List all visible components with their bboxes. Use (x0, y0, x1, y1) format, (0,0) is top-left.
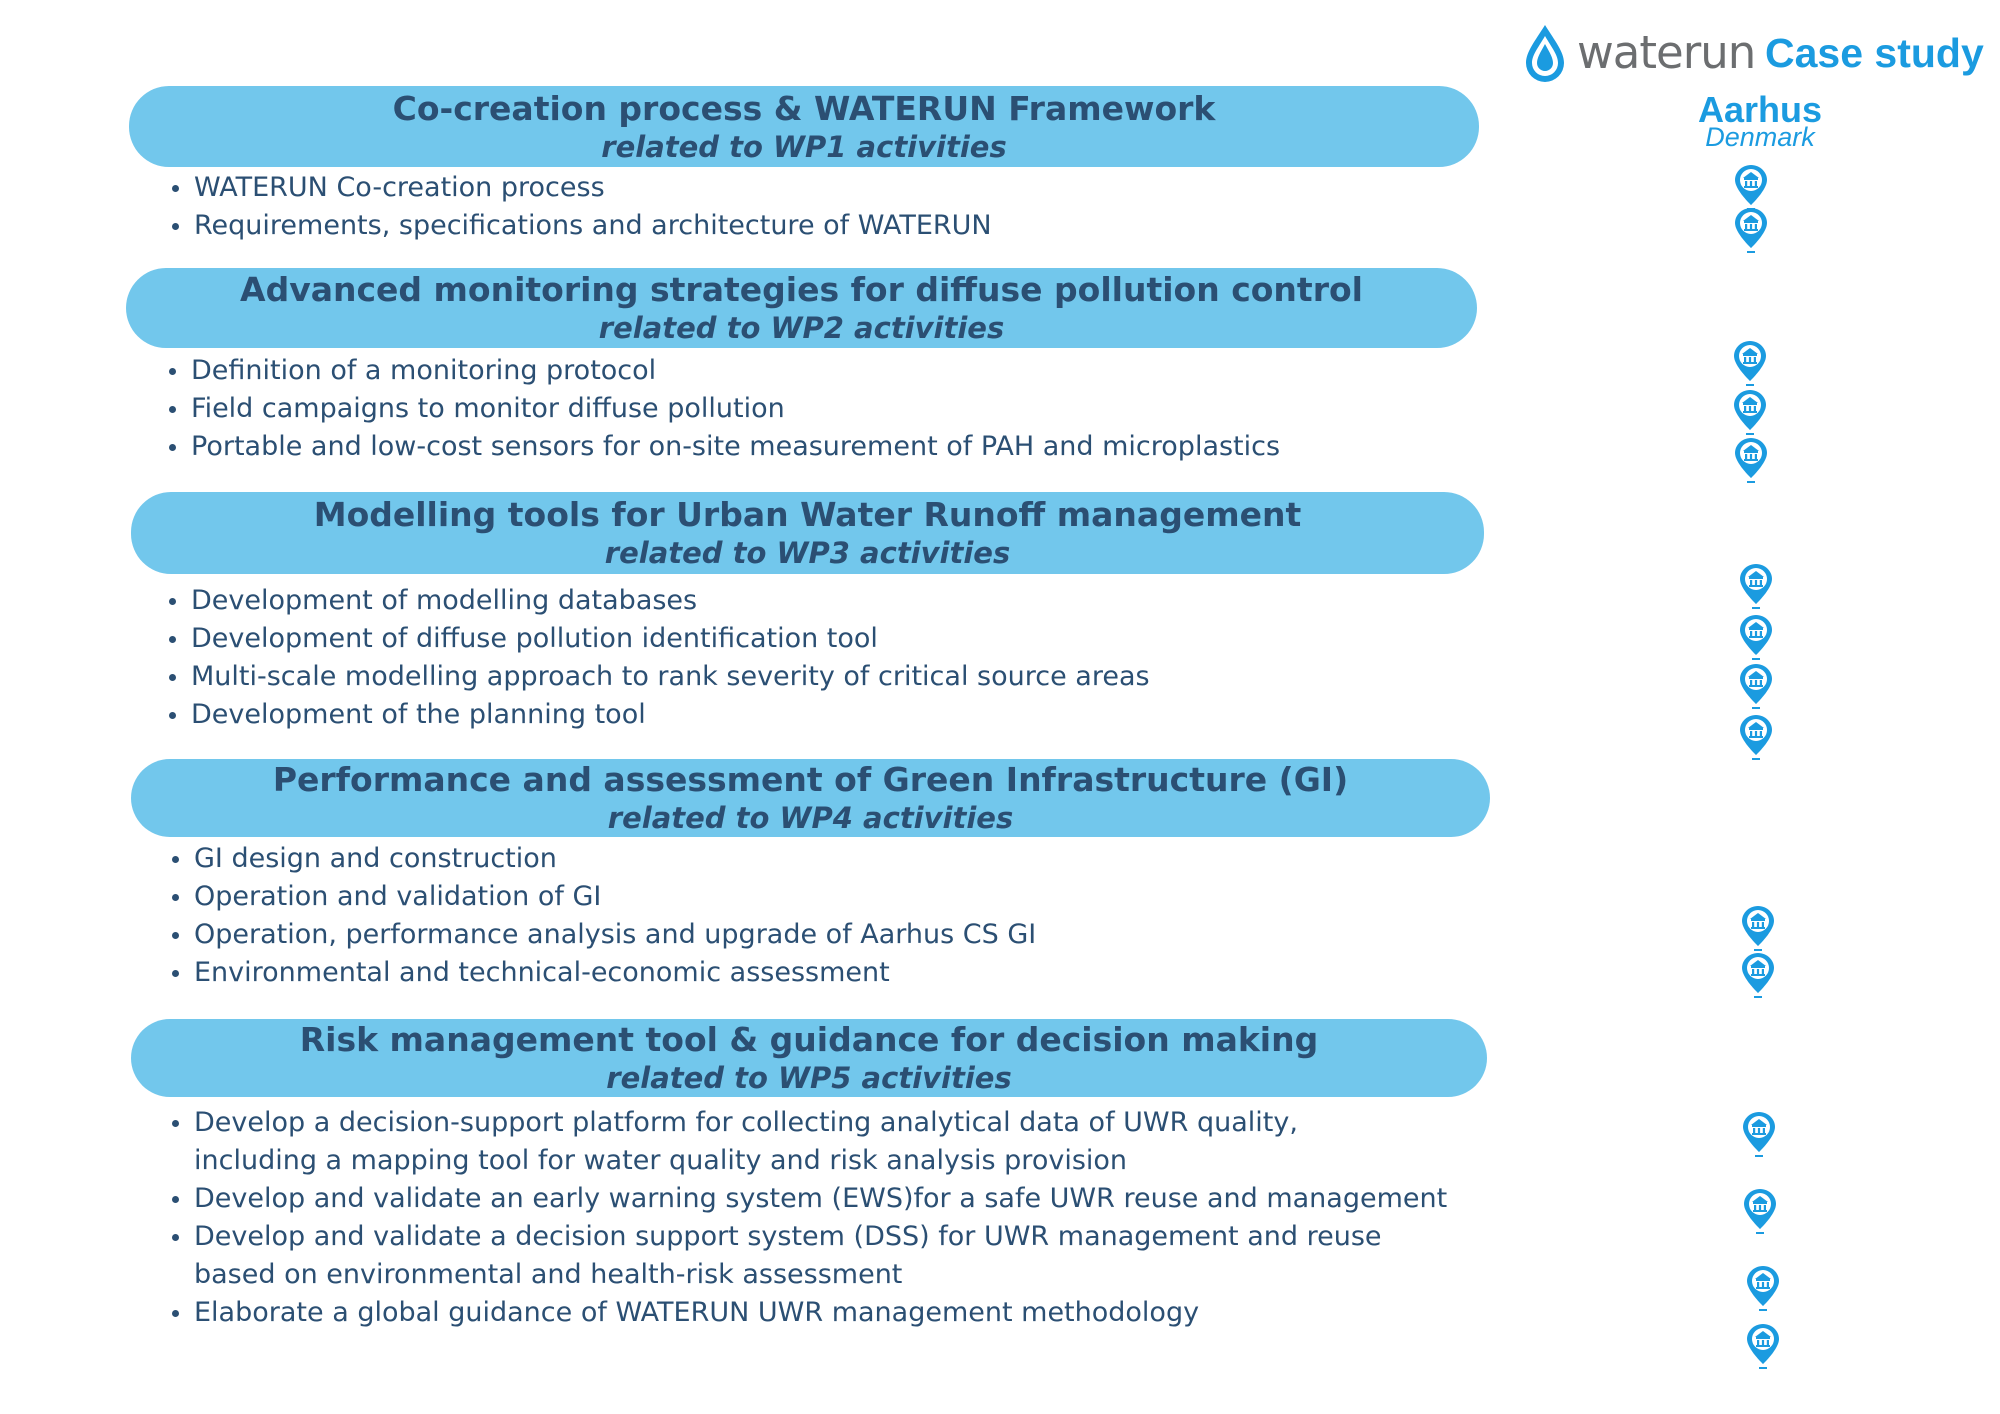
section-items-wp3 (167, 582, 1150, 734)
list-item: WATERUN Co-creation process (170, 169, 992, 207)
list-item: Development of diffuse pollution identification tool (167, 620, 1150, 658)
list-item: Development of the planning tool (167, 696, 1150, 734)
section-subtitle: related to WP2 activities (598, 311, 1005, 345)
list-item: Develop and validate an early warning system (EWS)for a safe UWR reuse and management (170, 1180, 1447, 1218)
list-item: Definition of a monitoring protocol (167, 352, 1280, 390)
section-items-wp4 (170, 840, 1036, 992)
section-header-wp4 (131, 759, 1490, 837)
map-pin-building-icon (1745, 1322, 1781, 1370)
section-title: Modelling tools for Urban Water Runoff management (313, 495, 1302, 534)
case-study-city: Aarhus (1697, 89, 1823, 130)
case-study-label: Case study (1765, 30, 1984, 76)
list-item: Field campaigns to monitor diffuse pollution (167, 390, 1280, 428)
section-header-wp5 (131, 1019, 1487, 1097)
section-subtitle: related to WP1 activities (601, 129, 1007, 164)
list-item: Operation, performance analysis and upgrade of Aarhus CS GI (170, 916, 1036, 954)
section-title: Performance and assessment of Green Infrastructure (GI) (272, 760, 1349, 799)
list-item: Operation and validation of GI (170, 878, 1036, 916)
map-pin-building-icon (1732, 388, 1768, 436)
list-item: Portable and low-cost sensors for on-site measurement of PAH and microplastics (167, 428, 1280, 466)
list-item: Elaborate a global guidance of WATERUN UWR management methodology (170, 1294, 1447, 1332)
list-item: Develop and validate a decision support system (DSS) for UWR management and reuse based on environmental and health-risk assessment (170, 1218, 1447, 1294)
water-drop-icon (1521, 22, 1569, 84)
map-pin-building-icon (1738, 613, 1774, 661)
section-title: Co-creation process & WATERUN Framework (392, 88, 1216, 128)
section-header-wp1 (129, 86, 1479, 167)
case-study-country: Denmark (1705, 122, 1815, 152)
section-header-wp2 (126, 268, 1477, 348)
map-pin-building-icon (1733, 163, 1769, 211)
section-subtitle: related to WP5 activities (606, 1061, 1012, 1095)
map-pin-building-icon (1732, 339, 1768, 387)
map-pin-building-icon (1738, 562, 1774, 610)
map-pin-building-icon (1738, 662, 1774, 710)
list-item: Environmental and technical-economic assessment (170, 954, 1036, 992)
map-pin-building-icon (1742, 1187, 1778, 1235)
section-subtitle: related to WP4 activities (607, 801, 1014, 835)
map-pin-building-icon (1733, 436, 1769, 484)
section-subtitle: related to WP3 activities (604, 536, 1011, 570)
section-title: Risk management tool & guidance for decision making (299, 1020, 1319, 1059)
map-pin-building-icon (1745, 1264, 1781, 1312)
section-items-wp1 (170, 169, 992, 245)
list-item: GI design and construction (170, 840, 1036, 878)
map-pin-building-icon (1740, 951, 1776, 999)
map-pin-building-icon (1733, 206, 1769, 254)
brand-header (1521, 22, 1996, 84)
list-item: Multi-scale modelling approach to rank severity of critical source areas (167, 658, 1150, 696)
map-pin-building-icon (1740, 904, 1776, 952)
section-title: Advanced monitoring strategies for diffuse pollution control (240, 270, 1363, 309)
map-pin-building-icon (1741, 1110, 1777, 1158)
section-items-wp5 (170, 1104, 1447, 1332)
section-header-wp3 (131, 492, 1484, 574)
list-item: Development of modelling databases (167, 582, 1150, 620)
map-pin-building-icon (1738, 713, 1774, 761)
section-items-wp2 (167, 352, 1280, 466)
list-item: Requirements, specifications and architecture of WATERUN (170, 207, 992, 245)
list-item: Develop a decision-support platform for collecting analytical data of UWR quality, including a mapping tool for water quality and risk analysis provision (170, 1104, 1447, 1180)
waterun-wordmark: waterun (1577, 26, 1756, 79)
